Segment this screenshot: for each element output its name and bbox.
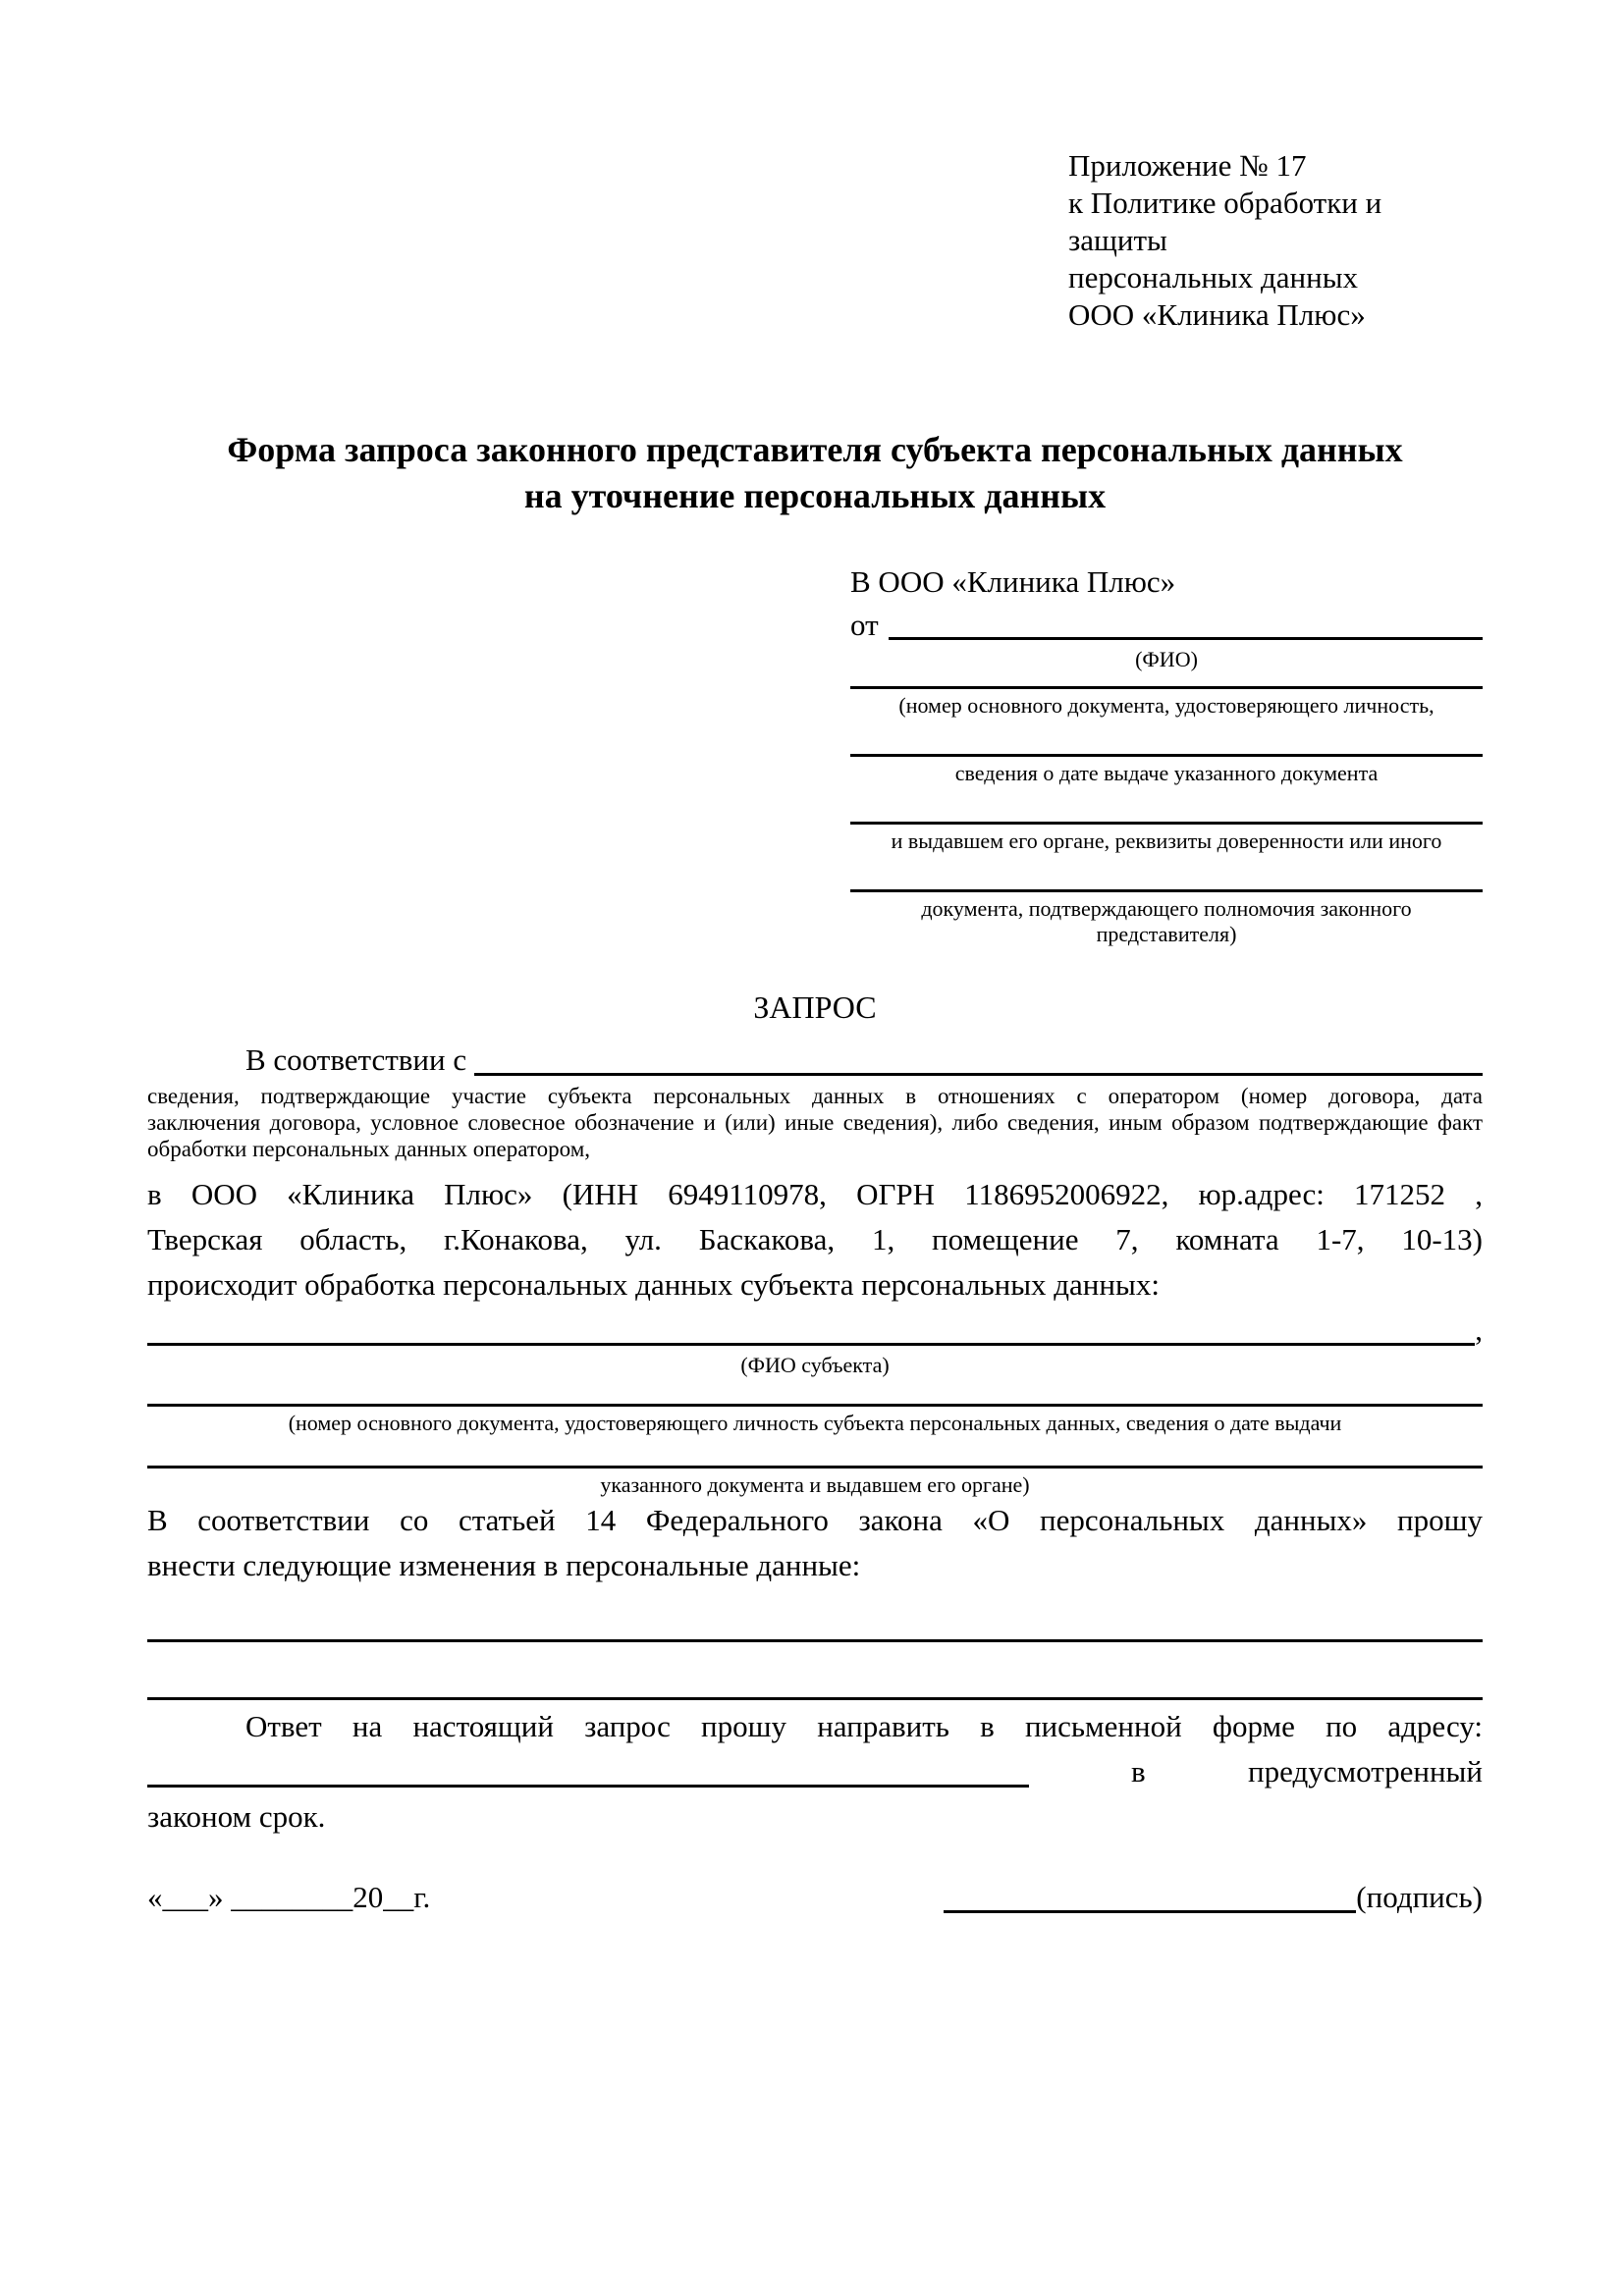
operator-line: Тверская область, г.Конакова, ул. Баскакова, 1, помещение 7, комната 1-7, 10-13): [147, 1222, 1483, 1256]
operator-paragraph: [147, 1172, 1483, 1308]
intro-line: [147, 1038, 1483, 1083]
addressee-to: В ООО «Клиника Плюс»: [850, 564, 1176, 599]
page-title: [147, 427, 1483, 519]
footnote: [147, 1083, 1483, 1162]
from-line: [850, 604, 1483, 647]
doc-field-rule-1: [850, 686, 1483, 689]
addressee-block: [850, 561, 1483, 947]
from-fill-line: [889, 637, 1483, 640]
signature-group: [944, 1875, 1483, 1920]
subject-doc-caption-2: указанного документа и выдавшем его органе): [600, 1472, 1030, 1497]
changes-fill-line-2: [147, 1697, 1483, 1700]
footnote-line: сведения, подтверждающие участие субъекта персональных данных в отношениях с оператором (номер договора, дата: [147, 1084, 1483, 1108]
answer-line3: законом срок.: [147, 1799, 326, 1834]
answer-line2: [147, 1749, 1483, 1794]
answer-line1: Ответ на настоящий запрос прошу направить в письменной форме по адресу:: [245, 1709, 1483, 1743]
page-title-line1: Форма запроса законного представителя субъекта персональных данных: [227, 430, 1403, 469]
from-label: от: [850, 608, 879, 642]
law-line: внести следующие изменения в персональные данные:: [147, 1548, 861, 1582]
subject-doc-rule-1: [147, 1404, 1483, 1407]
doc-field-caption-2: сведения о дате выдаче указанного документа: [954, 761, 1379, 785]
address-fill-line: [147, 1785, 1029, 1788]
annex-note-line: Приложение № 17: [1068, 148, 1307, 183]
operator-line: происходит обработка персональных данных субъекта персональных данных:: [147, 1267, 1160, 1302]
doc-field-rule-4: [850, 889, 1483, 892]
law-paragraph: [147, 1498, 1483, 1588]
annex-note-line: к Политике обработки и защиты: [1068, 186, 1382, 257]
intro-label: В соответствии с: [245, 1042, 467, 1077]
doc-field-rule-2: [850, 754, 1483, 757]
annex-note: [1068, 147, 1483, 334]
signature-caption: (подпись): [1356, 1880, 1483, 1914]
date-line: «___» ________20__г.: [147, 1880, 431, 1914]
subject-fio-comma: ,: [1475, 1312, 1483, 1347]
law-line: В соответствии со статьей 14 Федерального закона «О персональных данных» прошу: [147, 1503, 1483, 1537]
operator-line: в ООО «Клиника Плюс» (ИНН 6949110978, ОГРН 1186952006922, юр.адрес: 171252 ,: [147, 1177, 1483, 1211]
footnote-line: заключения договора, условное словесное обозначение и (или) иные сведения), либо сведения, иным образом подтверждающие факт: [147, 1110, 1483, 1135]
doc-field-rule-3: [850, 822, 1483, 825]
subject-doc-caption-1: (номер основного документа, удостоверяющего личность субъекта персональных данных, сведения о дате выдачи: [288, 1411, 1342, 1435]
page-title-line2: на уточнение персональных данных: [523, 476, 1107, 515]
date-signature-row: [147, 1875, 1483, 1920]
doc-field-caption-4: документа, подтверждающего полномочия законного представителя): [921, 896, 1412, 946]
annex-note-line: персональных данных: [1068, 260, 1359, 294]
fio-caption: (ФИО): [1135, 647, 1198, 671]
changes-fill-line-1: [147, 1639, 1483, 1642]
doc-field-caption-1: (номер основного документа, удостоверяющего личность,: [898, 693, 1435, 718]
subject-fio-caption: (ФИО субъекта): [740, 1353, 890, 1377]
doc-field-caption-3: и выдавшем его органе, реквизиты доверенности или иного: [891, 828, 1442, 853]
answer-word-predusmotrenny: предусмотренный: [1248, 1754, 1483, 1789]
footnote-line: обработки персональных данных оператором,: [147, 1137, 590, 1161]
answer-paragraph: [147, 1704, 1483, 1840]
intro-fill-line: [474, 1073, 1483, 1076]
signature-fill-line: [944, 1910, 1356, 1913]
subject-fio-line: [147, 1308, 1483, 1353]
subject-fio-fill-line: [147, 1343, 1475, 1346]
answer-word-v: в: [1130, 1754, 1146, 1789]
request-heading: ЗАПРОС: [753, 989, 877, 1025]
annex-note-line: ООО «Клиника Плюс»: [1068, 297, 1366, 332]
subject-doc-rule-2: [147, 1466, 1483, 1468]
